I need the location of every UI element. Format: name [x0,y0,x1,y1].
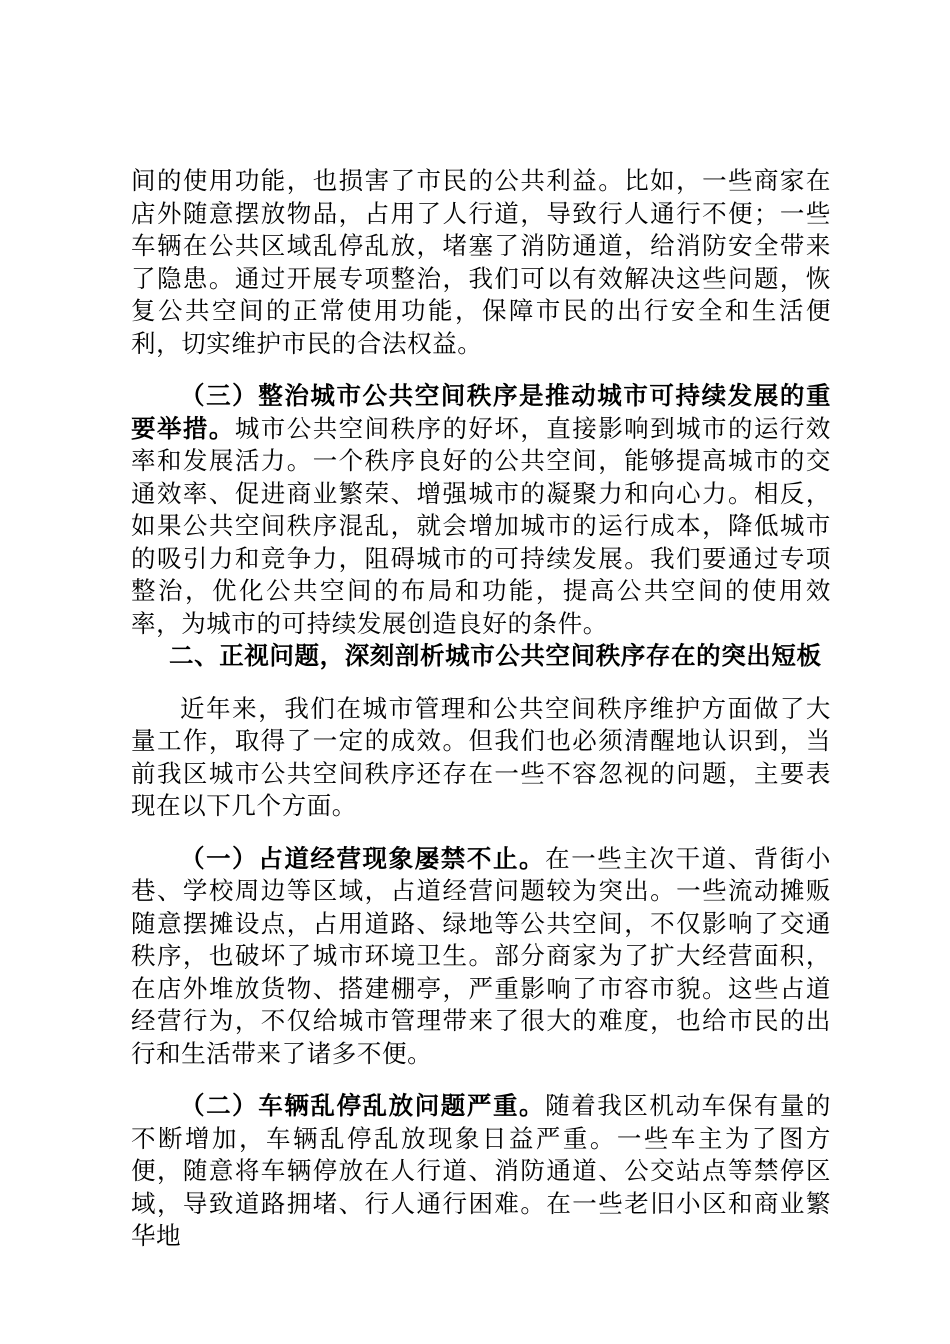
paragraph-text: 近年来，我们在城市管理和公共空间秩序维护方面做了大量工作，取得了一定的成效。但我们也必须清醒地认识到，当前我区城市公共空间秩序还存在一些不容忽视的问题，主要表现在以下几个方面。 [131,693,831,820]
paragraph-lead-bold: （一）占道经营现象屡禁不止。 [180,843,546,873]
paragraph-text: 随着我区机动车保有量的不断增加，车辆乱停乱放现象日益严重。一些车主为了图方便，随意将车辆停放在人行道、消防通道、公交站点等禁停区域，导致道路拥堵、行人通行困难。在一些老旧小区和商业繁华地 [131,1091,831,1250]
paragraph-text: 城市公共空间秩序的好坏，直接影响到城市的运行效率和发展活力。一个秩序良好的公共空间，能够提高城市的交通效率、促进商业繁荣、增强城市的凝聚力和向心力。相反，如果公共空间秩序混乱，就会增加城市的运行成本，降低城市的吸引力和竞争力，阻碍城市的可持续发展。我们要通过专项整治，优化公共空间的布局和功能，提高公共空间的使用效率，为城市的可持续发展创造良好的条件。 [131,413,831,638]
paragraph-lead-bold: （三）整治城市公共空间秩序是推动城市可持续发展的重要举措。 [131,381,831,443]
paragraph-text: 在一些主次干道、背街小巷、学校周边等区域，占道经营问题较为突出。一些流动摊贩随意摆摊设点，占用道路、绿地等公共空间，不仅影响了交通秩序，也破坏了城市环境卫生。部分商家为了扩大经营面积，在店外堆放货物、搭建棚亭，严重影响了市容市貌。这些占道经营行为，不仅给城市管理带来了很大的难度，也给市民的出行和生活带来了诸多不便。 [131,843,831,1068]
paragraph-public-interest [131,165,831,360]
section-heading-2: 二、正视问题，深刻剖析城市公共空间秩序存在的突出短板 [169,641,822,670]
paragraph-intro-problems [131,693,831,823]
paragraph-illegal-parking [131,1090,831,1253]
document-page [131,165,831,1253]
paragraph-sustainable-development [131,380,831,640]
paragraph-text: 间的使用功能，也损害了市民的公共利益。比如，一些商家在店外随意摆放物品，占用了人行道，导致行人通行不便；一些车辆在公共区域乱停乱放，堵塞了消防通道，给消防安全带来了隐患。通过开展专项整治，我们可以有效解决这些问题，恢复公共空间的正常使用功能，保障市民的出行安全和生活便利，切实维护市民的合法权益。 [131,166,831,358]
paragraph-road-occupation [131,843,831,1071]
paragraph-lead-bold: （二）车辆乱停乱放问题严重。 [180,1091,546,1120]
